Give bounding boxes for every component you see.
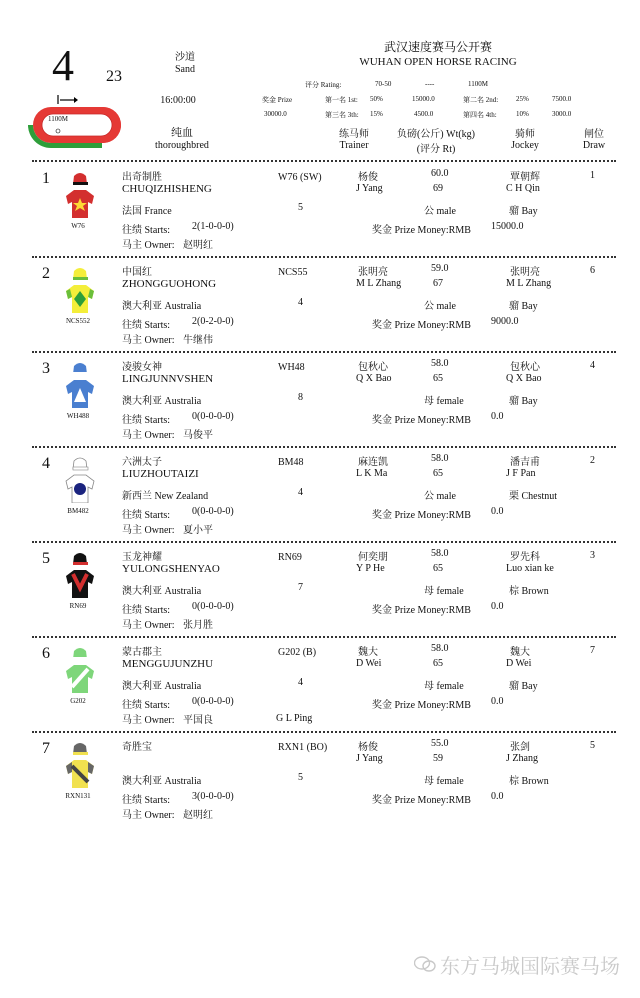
trainer-en: M L Zhang [356,278,402,289]
rating-dash: ---- [425,80,435,88]
sex: 母 female [424,776,464,787]
horse-code: G202 (B) [278,647,317,658]
horse-number: 5 [42,550,50,567]
origin: 澳大利亚 Australia [122,776,202,787]
trainer-cn: 张明亮 [358,267,388,278]
owner: 平国良 [183,715,213,726]
horse-code: BM48 [278,457,304,468]
jockey-cn: 张剑 [510,742,530,753]
draw: 3 [590,550,595,561]
col-draw-cn: 闸位 [584,129,604,140]
horse-number: 1 [42,170,50,187]
entry-row [0,164,640,258]
watermark [414,950,620,979]
jockey-cn: 覃朝辉 [510,172,540,183]
prize-money: 0.0 [491,791,504,802]
prize-total: 30000.0 [264,110,287,118]
divider [32,256,616,258]
entry-row [0,639,640,733]
sex: 母 female [424,396,464,407]
jockey-en: C H Qin [506,183,540,194]
origin: 法国 France [122,206,172,217]
trainer-en: Y P He [356,563,385,574]
draw: 7 [590,645,595,656]
jockey-silk-icon [60,362,100,408]
jockey-silk-icon [60,742,100,788]
owner-label: 马主 Owner: [122,335,175,346]
jockey-en: D Wei [506,658,532,669]
trainer-cn: 何奕朋 [358,552,388,563]
silk-code: NCS552 [65,317,91,325]
draw: 1 [590,170,595,181]
weight: 58.0 [431,358,449,369]
watermark-text: 东方马城国际赛马场 [440,956,620,978]
horse-code: RXN1 (BO) [278,742,328,753]
jockey-silk-icon [60,172,100,218]
owner-label: 马主 Owner: [122,810,175,821]
title-cn: 武汉速度赛马公开赛 [383,40,493,54]
rating: 59 [433,753,443,764]
origin: 澳大利亚 Australia [122,681,202,692]
horse-number: 3 [42,360,50,377]
horse-code: WH48 [278,362,305,373]
jockey-silk-icon [60,457,100,503]
draw: 2 [590,455,595,466]
horse-age: 8 [298,392,303,403]
jockey-silk-icon [60,267,100,313]
rating-value: 70-50 [375,80,392,88]
horse-color: 栗 Chestnut [509,491,558,502]
fourth-pct: 10% [516,110,529,118]
starts: 2(0-2-0-0) [192,316,234,327]
fourth-label: 第四名 4th: [463,111,497,119]
horse-name-cn: 出奇制胜 [122,172,162,183]
prize-money: 0.0 [491,506,504,517]
first-label: 第一名 1st: [325,96,358,104]
first-pct: 50% [370,95,383,103]
horse-name-en: YULONGSHENYAO [122,563,220,575]
weight: 58.0 [431,453,449,464]
col-trainer-cn: 练马师 [339,129,369,140]
horse-name-en: LIUZHOUTAIZI [122,468,199,480]
starts-label: 往绩 Starts: [122,415,171,426]
horse-age: 7 [298,582,303,593]
jockey-cn: 张明亮 [510,267,540,278]
divider [32,541,616,543]
trainer-en: J Yang [356,753,383,764]
entry-row [0,734,640,828]
silk-code: WH488 [66,412,90,420]
draw: 6 [590,265,595,276]
trainer-en: D Wei [356,658,382,669]
horse-name-en: LINGJUNNVSHEN [122,373,214,385]
starts-label: 往绩 Starts: [122,510,171,521]
race-time: 16:00:00 [160,95,196,106]
breed-en: thoroughbred [155,140,209,151]
race-distance: 1100M [468,80,488,88]
prize-money: 0.0 [491,601,504,612]
horse-color: 骝 Bay [509,396,538,407]
col-jockey-cn: 骑师 [515,129,535,140]
col-trainer-en: Trainer [339,140,369,151]
owner: 夏小平 [183,525,213,536]
silk-code: G202 [70,697,86,705]
prize-label: 奖金 Prize Money:RMB [372,605,471,616]
starts: 0(0-0-0-0) [192,696,234,707]
owner-label: 马主 Owner: [122,240,175,251]
starts-label: 往绩 Starts: [122,225,171,236]
third-label: 第三名 3th: [325,111,359,119]
sex: 公 male [424,491,456,502]
rating: 65 [433,373,443,384]
owner: 张月胜 [183,620,213,631]
horse-age: 4 [298,677,303,688]
horse-color: 骝 Bay [509,301,538,312]
divider [32,351,616,353]
divider [32,636,616,638]
prize-label: 奖金 Prize Money:RMB [372,415,471,426]
first-amount: 15000.0 [412,95,435,103]
horse-number: 7 [42,740,50,757]
jockey-cn: 魏大 [510,647,530,658]
origin: 澳大利亚 Australia [122,586,202,597]
track-distance-label: 1100M [48,115,68,123]
entry-row [0,259,640,353]
entry-row [0,449,640,543]
prize-money: 0.0 [491,696,504,707]
trainer-cn: 包秋心 [358,362,388,373]
sex: 母 female [424,681,464,692]
prize-label: 奖金 Prize Money:RMB [372,225,471,236]
trainer-en: Q X Bao [356,373,392,384]
horse-number: 2 [42,265,50,282]
prize-label: 奖金 Prize Money:RMB [372,795,471,806]
col-jockey-en: Jockey [511,140,539,151]
owner: 赵明红 [183,810,213,821]
weight: 60.0 [431,168,449,179]
divider [32,160,616,162]
trainer-cn: 麻连凯 [358,457,388,468]
trainer-en: J Yang [356,183,383,194]
rating: 67 [433,278,443,289]
horse-color: 骝 Bay [509,206,538,217]
origin: 新西兰 New Zealand [122,491,209,502]
horse-name-en: MENGGUJUNZHU [122,658,214,670]
prize-label: 奖金 Prize Money:RMB [372,700,471,711]
rating: 65 [433,468,443,479]
horse-name-cn: 玉龙神耀 [122,552,162,563]
horse-name-cn: 蒙古郡主 [122,647,162,658]
owner-label: 马主 Owner: [122,430,175,441]
jockey-silk-icon [60,552,100,598]
silk-code: RXN131 [65,792,91,800]
starts-label: 往绩 Starts: [122,605,171,616]
col-weight-cn: 负磅(公斤) Wt(kg) [396,129,476,140]
silk-code: RN69 [69,602,87,610]
horse-color: 棕 Brown [509,776,549,787]
extra: G L Ping [276,713,313,724]
second-label: 第二名 2nd: [463,96,499,104]
owner: 牛继伟 [183,335,213,346]
horse-age: 5 [298,772,303,783]
jockey-silk-icon [60,647,100,693]
owner: 马俊平 [183,430,213,441]
jockey-en: J Zhang [506,753,538,764]
race-number: 4 [52,41,74,90]
trainer-cn: 杨俊 [358,172,378,183]
col-weight-en: (评分 Rt) [416,144,456,155]
horse-age: 5 [298,202,303,213]
sex: 公 male [424,301,456,312]
second-pct: 25% [516,95,529,103]
jockey-cn: 潘吉甫 [510,457,540,468]
owner-label: 马主 Owner: [122,525,175,536]
origin: 澳大利亚 Australia [122,396,202,407]
prize-label: 奖金 Prize Money:RMB [372,320,471,331]
jockey-cn: 包秋心 [510,362,540,373]
divider [32,731,616,733]
silk-code: W76 [71,222,85,230]
jockey-cn: 罗先科 [510,552,540,563]
prize-label: 奖金 Prize [262,96,293,104]
weight: 55.0 [431,738,449,749]
track-diagram [28,92,128,154]
draw: 4 [590,360,595,371]
horse-code: RN69 [278,552,302,563]
prize-money: 9000.0 [491,316,519,327]
starts-label: 往绩 Starts: [122,795,171,806]
starts: 3(0-0-0-0) [192,791,234,802]
race-sub-number: 23 [106,68,122,85]
jockey-en: J F Pan [506,468,536,479]
divider [32,446,616,448]
surface-cn: 沙道 [175,52,195,63]
horse-name-cn: 凌骏女神 [122,362,162,373]
surface-en: Sand [175,64,195,75]
horse-name-cn: 六洲太子 [122,457,162,468]
sex: 公 male [424,206,456,217]
rating: 65 [433,658,443,669]
jockey-en: M L Zhang [506,278,552,289]
col-draw-en: Draw [582,140,606,151]
horse-number: 4 [42,455,50,472]
origin: 澳大利亚 Australia [122,301,202,312]
prize-money: 0.0 [491,411,504,422]
wechat-icon [414,955,436,979]
trainer-en: L K Ma [356,468,388,479]
starts: 0(0-0-0-0) [192,506,234,517]
horse-code: W76 (SW) [278,172,322,183]
weight: 58.0 [431,548,449,559]
rating: 69 [433,183,443,194]
owner-label: 马主 Owner: [122,620,175,631]
weight: 59.0 [431,263,449,274]
horse-age: 4 [298,487,303,498]
title-en: WUHAN OPEN HORSE RACING [359,56,517,68]
jockey-en: Luo xian ke [506,563,554,574]
fourth-amount: 3000.0 [552,110,572,118]
sex: 母 female [424,586,464,597]
third-pct: 15% [370,110,383,118]
starts: 2(1-0-0-0) [192,221,234,232]
starts-label: 往绩 Starts: [122,700,171,711]
horse-color: 棕 Brown [509,586,549,597]
starts-label: 往绩 Starts: [122,320,171,331]
starts: 0(0-0-0-0) [192,601,234,612]
entry-row [0,354,640,448]
draw: 5 [590,740,595,751]
horse-name-en: ZHONGGUOHONG [122,278,217,290]
starts: 0(0-0-0-0) [192,411,234,422]
entry-row [0,544,640,638]
owner-label: 马主 Owner: [122,715,175,726]
prize-label: 奖金 Prize Money:RMB [372,510,471,521]
horse-name-cn: 中国红 [122,267,152,278]
silk-code: BM482 [67,507,89,515]
jockey-en: Q X Bao [506,373,542,384]
prize-money: 15000.0 [491,221,524,232]
owner: 赵明红 [183,240,213,251]
rating: 65 [433,563,443,574]
breed-cn: 纯血 [171,127,193,139]
horse-name-cn: 奇胜宝 [122,742,152,753]
third-amount: 4500.0 [414,110,434,118]
horse-name-en: CHUQIZHISHENG [122,183,212,195]
trainer-cn: 魏大 [358,647,378,658]
horse-age: 4 [298,297,303,308]
weight: 58.0 [431,643,449,654]
horse-color: 骝 Bay [509,681,538,692]
second-amount: 7500.0 [552,95,572,103]
rating-label: 评分 Rating: [305,81,342,89]
horse-code: NCS55 [278,267,308,278]
trainer-cn: 杨俊 [358,742,378,753]
horse-number: 6 [42,645,50,662]
